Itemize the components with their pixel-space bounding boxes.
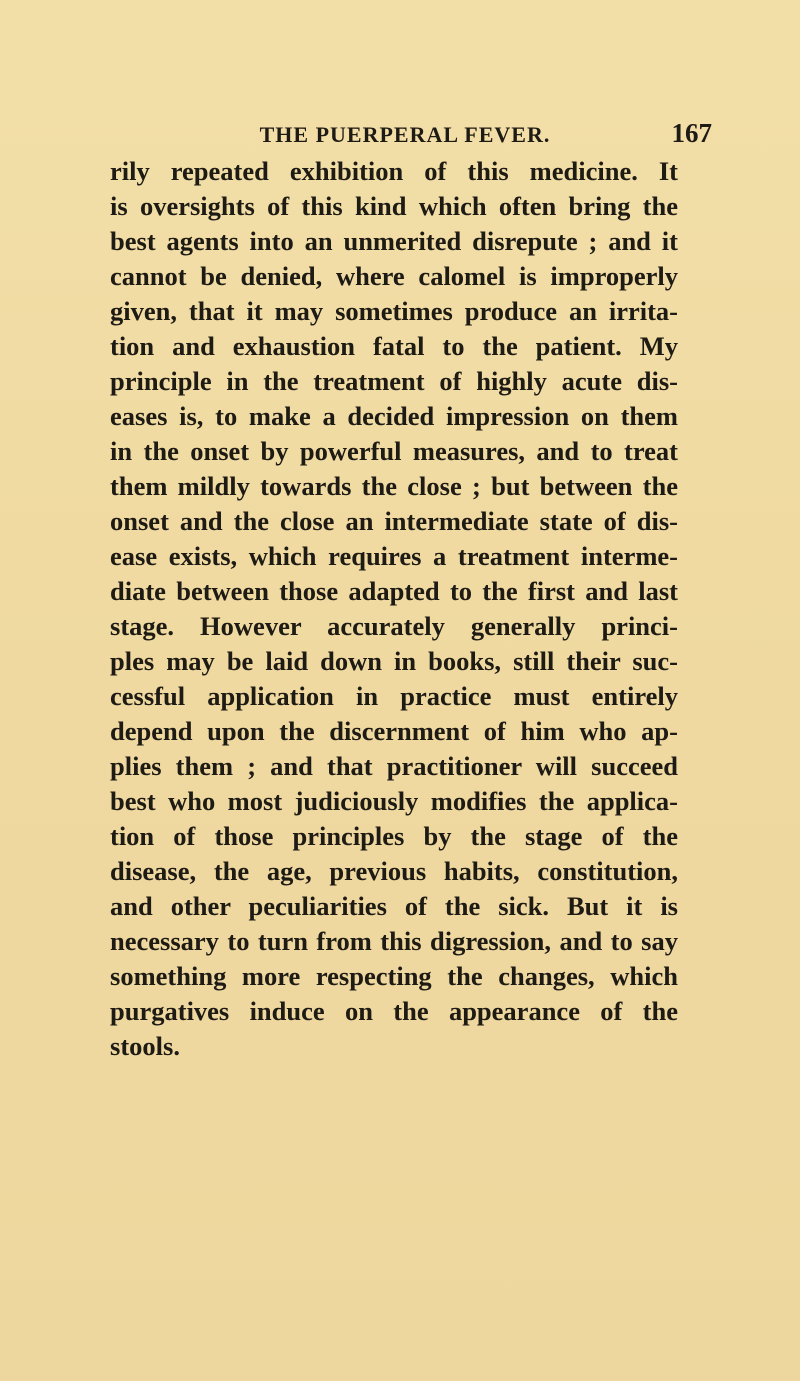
text-line: something more respecting the changes, which: [110, 961, 678, 991]
text-line: rily repeated exhibition of this medicine. It: [110, 156, 678, 186]
text-line: principle in the treatment of highly acute dis-: [110, 366, 678, 396]
text-line: ples may be laid down in books, still their suc-: [110, 646, 678, 676]
text-line: purgatives induce on the appearance of the: [110, 996, 678, 1026]
text-line: necessary to turn from this digression, and to say: [110, 926, 678, 956]
text-line: them mildly towards the close ; but between the: [110, 471, 678, 501]
running-title: THE PUERPERAL FEVER.: [259, 122, 551, 147]
text-line: disease, the age, previous habits, constitution,: [110, 856, 678, 886]
text-line: diate between those adapted to the first and last: [110, 576, 678, 606]
text-line: cannot be denied, where calomel is improperly: [110, 261, 678, 291]
text-line: in the onset by powerful measures, and to treat: [110, 436, 678, 466]
body-text: [110, 154, 678, 1064]
text-line: tion of those principles by the stage of the: [110, 821, 678, 851]
text-line: stage. However accurately generally princi-: [110, 611, 678, 641]
text-line: best who most judiciously modifies the applica-: [110, 786, 678, 816]
text-line: cessful application in practice must entirely: [110, 681, 678, 711]
text-line: is oversights of this kind which often bring the: [110, 191, 678, 221]
text-line: stools.: [110, 1031, 180, 1061]
page-number: 167: [671, 118, 712, 148]
text-line: plies them ; and that practitioner will succeed: [110, 751, 678, 781]
text-line: onset and the close an intermediate state of dis-: [110, 506, 678, 536]
text-line: and other peculiarities of the sick. But it is: [110, 891, 678, 921]
text-line: given, that it may sometimes produce an irrita-: [110, 296, 678, 326]
text-line: depend upon the discernment of him who ap-: [110, 716, 678, 746]
text-line: ease exists, which requires a treatment interme-: [110, 541, 678, 571]
text-line: eases is, to make a decided impression on them: [110, 401, 678, 431]
running-head: [100, 118, 710, 152]
text-line: tion and exhaustion fatal to the patient. My: [110, 331, 678, 361]
text-line: best agents into an unmerited disrepute ; and it: [110, 226, 678, 256]
